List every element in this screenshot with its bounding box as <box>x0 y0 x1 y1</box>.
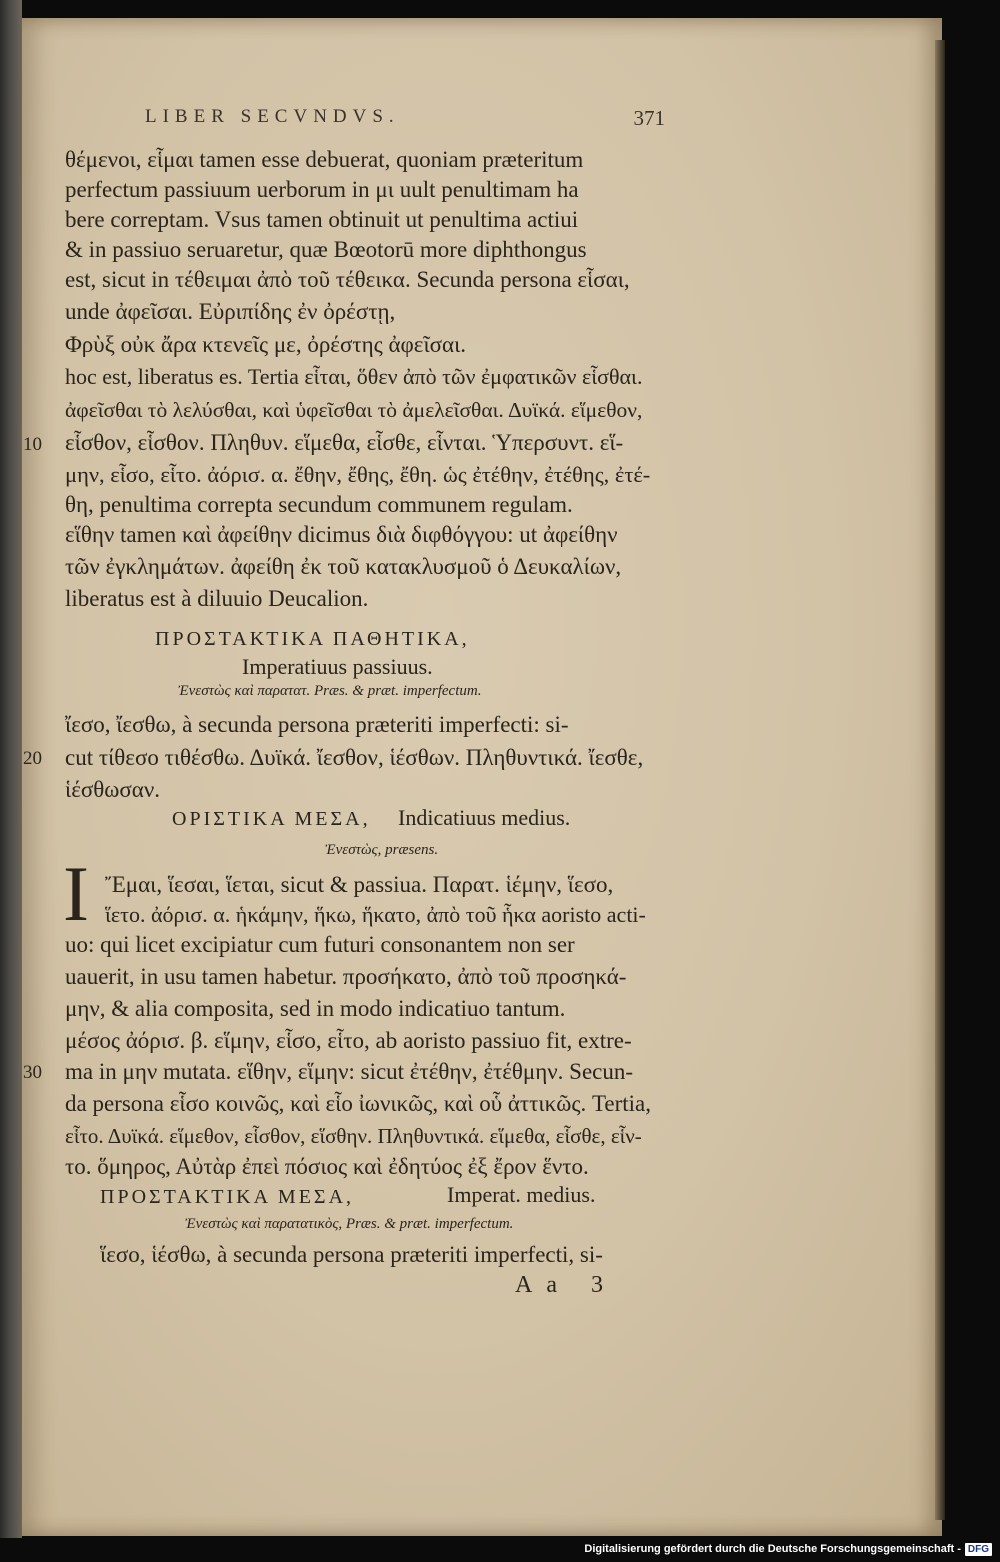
text-line: το. ὅμηρος, Αὐτὰρ ἐπεὶ πόσιος καὶ ἐδητύος ἐξ ἔρον ἕντο. <box>65 1154 589 1179</box>
text-line: unde ἀφεῖσαι. Εὐριπίδης ἐν ὀρέστῃ, <box>65 299 396 324</box>
text-line: ἵεσο, ἱέσθω, à secunda persona præteriti imperfecti, si- <box>100 1242 603 1267</box>
drop-initial: I <box>63 850 89 937</box>
text-line: cut τίθεσο τιθέσθω. Δυϊκά. ἴεσθον, ἱέσθων. Πληθυντικά. ἴεσθε, <box>65 745 644 770</box>
section-tense-note: Ἐνεστὼς καὶ παρατατ. Præs. & præt. imperfectum. <box>178 683 482 699</box>
text-line: Ἔμαι, ἵεσαι, ἵεται, sicut & passiua. Παρατ. ἱέμην, ἵεσο, <box>105 872 614 897</box>
folio-number: 371 <box>633 106 665 130</box>
digitization-footer <box>584 1538 992 1560</box>
margin-line-number-30: 30 <box>23 1062 42 1083</box>
page-fore-edge <box>935 40 945 1520</box>
signature-mark: Aa 3 <box>515 1272 617 1298</box>
text-line: ἀφεῖσθαι τὸ λελύσθαι, καὶ ὑφεῖσθαι τὸ ἀμελεῖσθαι. Δυϊκά. εἵμεθον, <box>65 398 643 422</box>
text-line: ἱέσθωσαν. <box>65 777 160 802</box>
text-line: hoc est, liberatus es. Tertia εἷται, ὅθεν ἀπὸ τῶν ἐμφατικῶν εἷσθαι. <box>65 364 643 389</box>
funding-note: Digitalisierung gefördert durch die Deutsche Forschungsgemeinschaft - <box>584 1543 961 1555</box>
text-line: εἵθην tamen καὶ ἀφείθην dicimus διὰ διφθόγγου: ut ἀφείθην <box>65 522 618 547</box>
section-heading-imperative-passive: ΠΡΟΣΤΑΚΤΙΚΑ ΠΑΘΗΤΙΚΑ, <box>155 628 470 650</box>
dfg-logo: DFG <box>965 1543 992 1556</box>
margin-line-number-20: 20 <box>23 748 42 769</box>
section-heading-imperative-middle: ΠΡΟΣΤΑΚΤΙΚΑ ΜΕΣΑ, <box>100 1186 355 1208</box>
text-line: uauerit, in usu tamen habetur. προσήκατο, ἀπὸ τοῦ προσηκά- <box>65 964 627 989</box>
text-line: εἷτο. Δυϊκά. εἵμεθον, εἷσθον, εἵσθην. Πληθυντικά. εἵμεθα, εἷσθε, εἷν- <box>65 1124 642 1148</box>
text-line: θη, penultima correpta secundum communem regulam. <box>65 492 573 517</box>
text-line: Φρὺξ οὐκ ἄρα κτενεῖς με, ὀρέστης ἀφεῖσαι. <box>65 332 467 357</box>
section-subtitle: Indicatiuus medius. <box>398 805 571 830</box>
text-line: εἷσθον, εἷσθον. Πληθυν. εἵμεθα, εἷσθε, εἷνται. Ὑπερσυντ. εἵ- <box>65 430 624 455</box>
text-line: bere correptam. Vsus tamen obtinuit ut penultima actiui <box>65 207 579 232</box>
margin-line-number-10: 10 <box>23 434 42 455</box>
running-head: LIBER SECVNDVS. <box>145 106 400 127</box>
text-line: liberatus est à diluuio Deucalion. <box>65 586 369 611</box>
text-line: μέσος ἀόρισ. β. εἵμην, εἷσο, εἷτο, ab aoristo passiuo fit, extre- <box>65 1028 632 1053</box>
section-tense-note: Ἐνεστὼς καὶ παρατατικὸς, Præs. & præt. imperfectum. <box>185 1216 514 1232</box>
text-line: θέμενοι, εἷμαι tamen esse debuerat, quoniam præteritum <box>65 147 584 172</box>
text-line: da persona εἷσο κοινῶς, καὶ εἷο ἰωνικῶς, καὶ οὗ ἀττικῶς. Tertia, <box>65 1091 651 1116</box>
book-board-edge <box>0 0 22 1538</box>
section-subtitle: Imperat. medius. <box>447 1182 596 1207</box>
text-line: ἵετο. ἀόρισ. α. ἡκάμην, ἥκω, ἥκατο, ἀπὸ τοῦ ἧκα aoristo acti- <box>105 902 646 927</box>
text-line: perfectum passiuum uerborum in μι uult penultimam ha <box>65 177 579 202</box>
text-line: μην, εἷσο, εἷτο. ἀόρισ. α. ἔθην, ἔθης, ἔθη. ὡς ἐτέθην, ἐτέθης, ἐτέ- <box>65 462 651 487</box>
page-header <box>145 106 665 136</box>
text-line: & in passiuo seruaretur, quæ Bœotorū more diphthongus <box>65 237 587 262</box>
text-line: ma in μην mutata. εἵθην, εἵμην: sicut ἐτέθην, ἐτέθμην. Secun- <box>65 1059 634 1084</box>
text-line: μην, & alia composita, sed in modo indicatiuo tantum. <box>65 996 566 1021</box>
section-subtitle: Imperatiuus passiuus. <box>242 654 433 679</box>
section-heading-indicative-middle: ΟΡΙΣΤΙΚΑ ΜΕΣΑ, <box>172 808 371 830</box>
text-line: ἴεσο, ἴεσθω, à secunda persona præteriti imperfecti: si- <box>65 712 569 737</box>
text-line: τῶν ἐγκλημάτων. ἀφείθη ἐκ τοῦ κατακλυσμοῦ ὁ Δευκαλίων, <box>65 554 622 579</box>
text-line: uo: qui licet excipiatur cum futuri consonantem non ser <box>65 932 575 957</box>
text-line: est, sicut in τέθειμαι ἀπὸ τοῦ τέθεικα. Secunda persona εἷσαι, <box>65 267 630 292</box>
section-tense-note: Ἐνεστὼς, præsens. <box>325 842 439 858</box>
